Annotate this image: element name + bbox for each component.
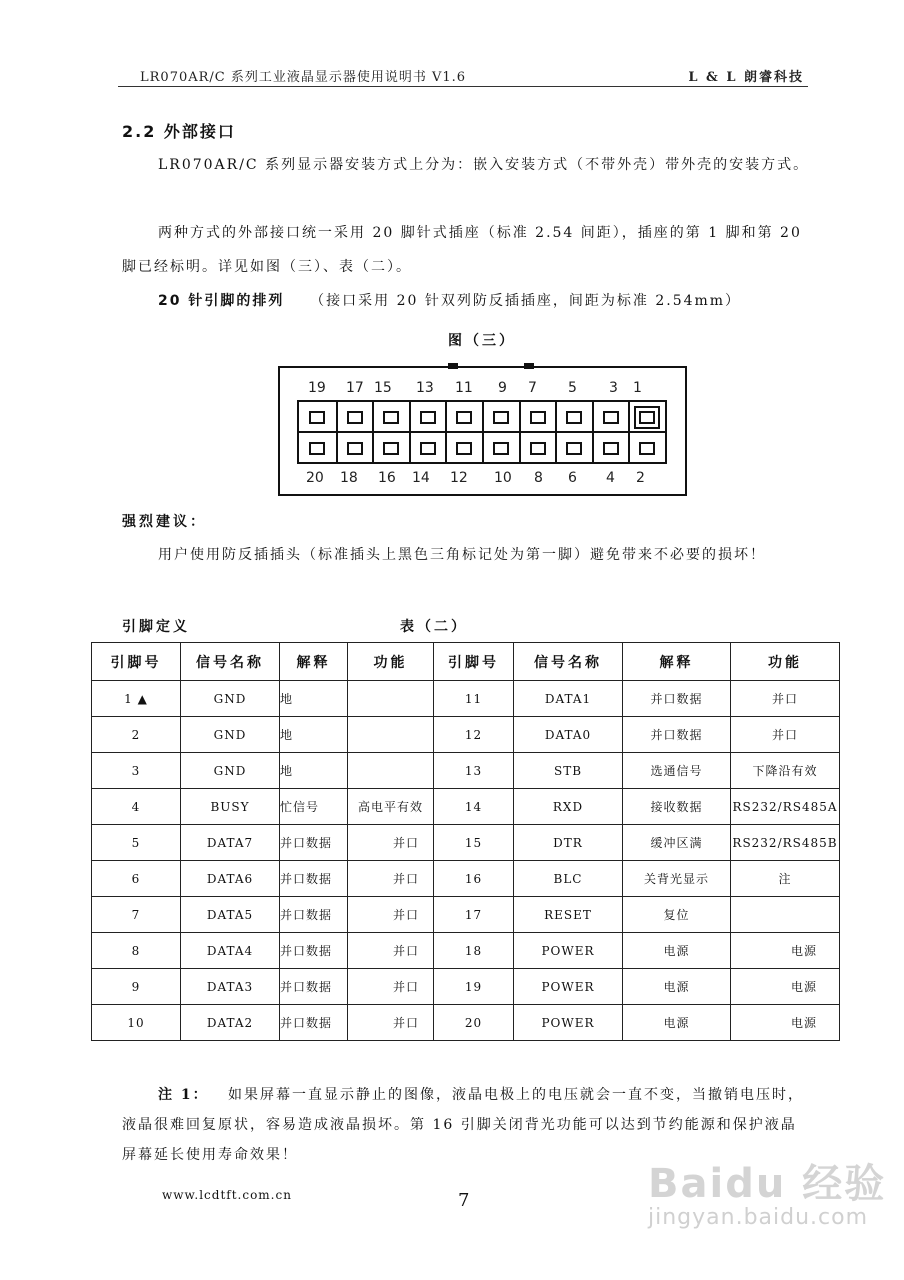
table-header-cell: 功能 [348, 643, 434, 681]
table-cell: 1 ▲ [92, 681, 181, 717]
table-cell: 电源 [731, 1005, 840, 1041]
table-header-cell: 解释 [623, 643, 731, 681]
company-name: L & L 朗睿科技 [688, 70, 804, 85]
table-cell: RS232/RS485A [731, 789, 840, 825]
pin-arrangement-label: 20 针引脚的排列 [158, 293, 285, 309]
pin-hole [603, 442, 619, 455]
table-cell: 高电平有效 [348, 789, 434, 825]
table-title: 表（二） [400, 619, 468, 635]
pin-hole [347, 411, 363, 424]
table-cell: 电源 [623, 933, 731, 969]
table-cell: DATA5 [181, 897, 280, 933]
pin-number-label: 18 [340, 470, 358, 486]
pin-socket [628, 402, 664, 433]
table-cell: DATA4 [181, 933, 280, 969]
connector-notch-right [524, 363, 534, 369]
pin-socket [628, 433, 664, 464]
table-cell: 16 [434, 861, 514, 897]
pin-number-label: 15 [374, 380, 392, 396]
table-cell: POWER [514, 933, 623, 969]
header-divider [118, 86, 808, 87]
pin-socket [482, 402, 518, 433]
pin-socket [482, 433, 518, 464]
table-cell: 6 [92, 861, 181, 897]
pin-number-label: 14 [412, 470, 430, 486]
pin-socket [409, 433, 445, 464]
table-cell: 并口 [348, 861, 434, 897]
table-header-cell: 引脚号 [92, 643, 181, 681]
pin-number-label: 13 [416, 380, 434, 396]
pin-number-label: 3 [609, 380, 618, 396]
connector-diagram [278, 366, 687, 496]
table-row [92, 1005, 840, 1041]
table-cell: 并口数据 [280, 861, 348, 897]
pin-hole [493, 411, 509, 424]
pin-number-label: 20 [306, 470, 324, 486]
pin-definition-table [91, 642, 840, 1041]
table-cell: DATA0 [514, 717, 623, 753]
table-row [92, 825, 840, 861]
table-cell: 电源 [623, 1005, 731, 1041]
table-cell: RXD [514, 789, 623, 825]
table-cell: 并口数据 [280, 897, 348, 933]
pin-socket [372, 433, 408, 464]
watermark-logo: Baidu 经验 [648, 1161, 887, 1207]
pin-number-label: 12 [450, 470, 468, 486]
pin-hole [566, 411, 582, 424]
table-cell: 17 [434, 897, 514, 933]
pin-number-label: 5 [568, 380, 577, 396]
table-cell: 14 [434, 789, 514, 825]
pin-number-label: 11 [455, 380, 473, 396]
table-cell: 并口 [348, 1005, 434, 1041]
pin-number-label: 19 [308, 380, 326, 396]
pin-socket [299, 433, 335, 464]
table-cell: DTR [514, 825, 623, 861]
table-cell: 忙信号 [280, 789, 348, 825]
pin-hole [456, 411, 472, 424]
table-header-cell: 功能 [731, 643, 840, 681]
table-cell: 并口 [731, 681, 840, 717]
pin-hole [456, 442, 472, 455]
table-cell: 20 [434, 1005, 514, 1041]
pin-socket [519, 433, 555, 464]
table-cell: 电源 [731, 933, 840, 969]
table-row [92, 789, 840, 825]
table-cell [731, 897, 840, 933]
connector-notch-left [448, 363, 458, 369]
table-cell: 4 [92, 789, 181, 825]
table-cell: 19 [434, 969, 514, 1005]
advice-title: 强烈建议： [122, 514, 207, 530]
table-cell: BLC [514, 861, 623, 897]
pin-number-label: 2 [636, 470, 645, 486]
page-number: 7 [458, 1190, 470, 1211]
pin-number-label: 10 [494, 470, 512, 486]
table-cell: 注 [731, 861, 840, 897]
pin-hole [420, 411, 436, 424]
table-header-cell: 信号名称 [181, 643, 280, 681]
table-cell: 3 [92, 753, 181, 789]
table-cell: 并口数据 [280, 933, 348, 969]
table-cell: 10 [92, 1005, 181, 1041]
pin-socket [299, 402, 335, 433]
table-cell: 地 [280, 681, 348, 717]
pin-socket [336, 433, 372, 464]
table-cell: 并口 [348, 969, 434, 1005]
baidu-watermark [648, 1152, 886, 1230]
table-cell: STB [514, 753, 623, 789]
table-cell: 并口数据 [280, 825, 348, 861]
table-cell: RESET [514, 897, 623, 933]
table-cell: 13 [434, 753, 514, 789]
pin-socket [336, 402, 372, 433]
table-cell: 并口 [348, 825, 434, 861]
pin-number-label: 6 [568, 470, 577, 486]
table-cell: 地 [280, 717, 348, 753]
pin-hole [639, 442, 655, 455]
pin-hole [383, 442, 399, 455]
pin-number-label: 4 [606, 470, 615, 486]
pin-hole [530, 442, 546, 455]
pin-number-label: 7 [528, 380, 537, 396]
pin-socket [445, 433, 481, 464]
pin-socket [372, 402, 408, 433]
table-cell: GND [181, 717, 280, 753]
document-header-title: LR070AR/C 系列工业液晶显示器使用说明书 V1.6 [140, 70, 467, 85]
table-header-cell: 解释 [280, 643, 348, 681]
pin-hole [566, 442, 582, 455]
table-row [92, 969, 840, 1005]
figure-title: 图（三） [448, 333, 516, 349]
pin-hole [493, 442, 509, 455]
pin-hole [639, 411, 655, 424]
note-label: 注 1： [158, 1087, 209, 1103]
table-cell: DATA1 [514, 681, 623, 717]
advice-text: 用户使用防反插插头（标准插头上黑色三角标记处为第一脚）避免带来不必要的损坏！ [158, 547, 766, 563]
table-cell: 并口 [348, 933, 434, 969]
table-cell [348, 717, 434, 753]
pin-number-label: 8 [534, 470, 543, 486]
paragraph-install: LR070AR/C 系列显示器安装方式上分为：嵌入安装方式（不带外壳）带外壳的安装方式。 [158, 157, 810, 173]
table-cell: 并口 [348, 897, 434, 933]
pin-hole [530, 411, 546, 424]
section-title: 2.2 外部接口 [122, 122, 236, 141]
table-row [92, 861, 840, 897]
table-cell: 8 [92, 933, 181, 969]
table-cell: 并口数据 [623, 681, 731, 717]
table-cell: BUSY [181, 789, 280, 825]
table-cell: 9 [92, 969, 181, 1005]
table-row [92, 681, 840, 717]
table-cell: 2 [92, 717, 181, 753]
table-cell: 电源 [623, 969, 731, 1005]
table-cell: 并口数据 [280, 1005, 348, 1041]
table-row [92, 933, 840, 969]
table-cell: 18 [434, 933, 514, 969]
table-cell: 电源 [731, 969, 840, 1005]
pin-definition-label: 引脚定义 [122, 619, 190, 635]
table-cell: 11 [434, 681, 514, 717]
table-cell: 接收数据 [623, 789, 731, 825]
pin-socket [445, 402, 481, 433]
table-row [92, 717, 840, 753]
table-cell: 缓冲区满 [623, 825, 731, 861]
table-cell: 下降沿有效 [731, 753, 840, 789]
pin-hole [383, 411, 399, 424]
table-cell: 12 [434, 717, 514, 753]
table-cell: 地 [280, 753, 348, 789]
table-cell: GND [181, 681, 280, 717]
table-cell: RS232/RS485B [731, 825, 840, 861]
pin-hole [309, 442, 325, 455]
table-row [92, 753, 840, 789]
pin-number-label: 1 [633, 380, 642, 396]
pin-hole [347, 442, 363, 455]
pin-number-label: 17 [346, 380, 364, 396]
pin-hole [603, 411, 619, 424]
table-cell [348, 681, 434, 717]
pin-arrangement-desc: （接口采用 20 针双列防反插插座，间距为标准 2.54mm） [310, 293, 742, 309]
note-text: 如果屏幕一直显示静止的图像，液晶电极上的电压就会一直不变，当撤销电压时，液晶很难回复原状，容易造成液晶损坏。第 16 引脚关闭背光功能可以达到节约能源和保护液晶屏幕延长使用寿命效果！ [122, 1087, 804, 1163]
table-cell: POWER [514, 969, 623, 1005]
table-cell: DATA2 [181, 1005, 280, 1041]
pin-number-label: 16 [378, 470, 396, 486]
pin-socket [519, 402, 555, 433]
table-cell: 7 [92, 897, 181, 933]
pin-socket [409, 402, 445, 433]
table-cell [348, 753, 434, 789]
watermark-url: jingyan.baidu.com [648, 1205, 869, 1230]
table-cell: 复位 [623, 897, 731, 933]
table-cell: 选通信号 [623, 753, 731, 789]
table-cell: 15 [434, 825, 514, 861]
connector-socket [297, 400, 667, 464]
pin-number-label: 9 [498, 380, 507, 396]
table-cell: 5 [92, 825, 181, 861]
pin-socket [555, 402, 591, 433]
pin-socket [592, 402, 628, 433]
pin-hole [420, 442, 436, 455]
pin-socket [555, 433, 591, 464]
table-cell: 并口 [731, 717, 840, 753]
table-header-cell: 信号名称 [514, 643, 623, 681]
table-cell: POWER [514, 1005, 623, 1041]
footer-url: www.lcdtft.com.cn [162, 1188, 292, 1202]
table-row [92, 897, 840, 933]
paragraph-interface: 两种方式的外部接口统一采用 20 脚针式插座（标准 2.54 间距），插座的第 1 脚和第 20 脚已经标明。详见如图（三）、表（二）。 [122, 225, 802, 275]
pin-arrangement-line [158, 290, 741, 310]
pin-hole [309, 411, 325, 424]
table-cell: DATA7 [181, 825, 280, 861]
table-cell: GND [181, 753, 280, 789]
table-cell: 并口数据 [280, 969, 348, 1005]
table-cell: DATA3 [181, 969, 280, 1005]
table-header-cell: 引脚号 [434, 643, 514, 681]
table-cell: 并口数据 [623, 717, 731, 753]
table-cell: 关背光显示 [623, 861, 731, 897]
table-cell: DATA6 [181, 861, 280, 897]
pin-socket [592, 433, 628, 464]
socket-row-divider [299, 431, 665, 433]
